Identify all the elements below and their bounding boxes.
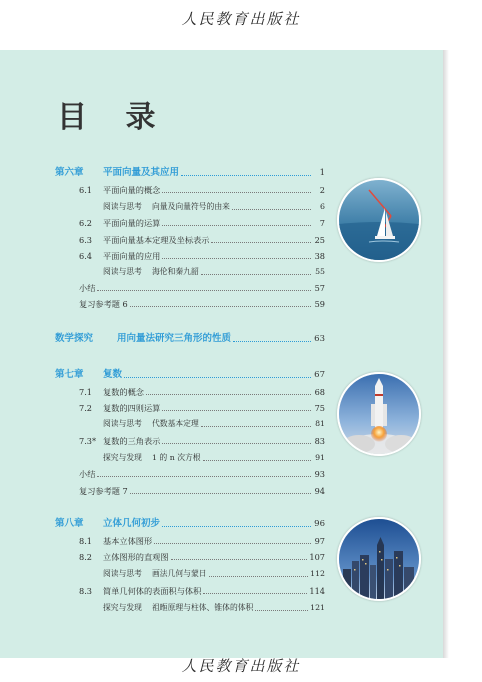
toc-section[interactable]: [79, 249, 325, 263]
toc-review[interactable]: [79, 484, 325, 498]
toc-exploration[interactable]: [103, 451, 325, 465]
toc-section[interactable]: [79, 434, 325, 448]
toc-math-exploration[interactable]: [55, 332, 325, 346]
reading-title: 祖暅原理与柱体、锥体的体积: [151, 603, 254, 612]
leader-dots: [201, 273, 311, 275]
section-number: 7.1: [79, 387, 93, 397]
toc-section[interactable]: [79, 385, 325, 399]
summary-title: 小结: [79, 283, 96, 293]
section-number: 7.2: [79, 403, 93, 413]
toc-section[interactable]: [79, 233, 325, 247]
section-title: 立体图形的直观图: [103, 552, 169, 562]
leader-dots: [146, 393, 311, 395]
page-number: 63: [314, 334, 325, 344]
page-number: 57: [314, 283, 325, 293]
page-number: 81: [315, 419, 325, 428]
section-title: 平面向量的概念: [103, 185, 161, 195]
leader-dots: [255, 609, 308, 611]
leader-dots: [154, 542, 311, 544]
leader-dots: [162, 257, 311, 259]
page-number: 107: [309, 552, 325, 562]
section-number: 7.3*: [79, 436, 97, 446]
toc-section[interactable]: [79, 183, 325, 197]
page-number: 121: [310, 603, 325, 612]
leader-dots: [97, 289, 311, 291]
reading-title: 海伦和秦九韶: [151, 267, 199, 276]
leader-dots: [124, 376, 311, 378]
leader-dots: [203, 459, 311, 461]
section-title: 复数的概念: [103, 387, 144, 397]
skyline-illustration: [339, 519, 419, 599]
leader-dots: [97, 475, 311, 477]
city-skyline-photo: [337, 517, 421, 601]
page-number: 91: [315, 453, 325, 462]
page-number: 6: [320, 202, 325, 211]
toc-reading[interactable]: [103, 200, 325, 214]
toc-reading[interactable]: [103, 265, 325, 279]
toc-chapter-8[interactable]: [55, 517, 325, 531]
review-title: 复习参考题 7: [79, 486, 128, 496]
section-title: 简单几何体的表面积与体积: [103, 586, 202, 596]
leader-dots: [130, 492, 311, 494]
reading-kind: 探究与发现: [103, 453, 142, 462]
page-number: 114: [309, 586, 325, 596]
section-title: 复数的四则运算: [103, 403, 161, 413]
section-title: 平面向量的应用: [103, 251, 161, 261]
chapter-number: 第七章: [55, 369, 84, 380]
chapter-title: 立体几何初步: [103, 518, 161, 529]
toc-summary[interactable]: [79, 467, 325, 481]
section-number: 8.2: [79, 552, 93, 562]
exploration-title: 用向量法研究三角形的性质: [117, 333, 232, 344]
page-number: 96: [314, 519, 325, 529]
chapter-title: 平面向量及其应用: [103, 167, 180, 178]
reading-title: 代数基本定理: [151, 419, 199, 428]
reading-kind: 阅读与思考: [103, 419, 142, 428]
page-number: 93: [314, 469, 325, 479]
page-number: 75: [314, 403, 325, 413]
leader-dots: [201, 425, 311, 427]
leader-dots: [171, 558, 308, 560]
rocket-launch-photo: [337, 372, 421, 456]
page-number: 25: [314, 235, 325, 245]
toc-section[interactable]: [79, 584, 325, 598]
section-title: 复数的三角表示: [103, 436, 161, 446]
section-title: 平面向量的运算: [103, 218, 161, 228]
toc-section[interactable]: [79, 534, 325, 548]
reading-kind: 探究与发现: [103, 603, 142, 612]
leader-dots: [130, 305, 311, 307]
page-number: 112: [310, 569, 325, 578]
page-number: 59: [314, 299, 325, 309]
page-number: 67: [314, 370, 325, 380]
reading-kind: 阅读与思考: [103, 267, 142, 276]
toc-chapter-6[interactable]: [55, 166, 325, 180]
sailboat-photo: [337, 178, 421, 262]
chapter-number: 第六章: [55, 167, 84, 178]
toc-chapter-7[interactable]: [55, 368, 325, 382]
leader-dots: [162, 191, 311, 193]
toc-summary[interactable]: [79, 281, 325, 295]
reading-title: 画法几何与蒙日: [151, 569, 207, 578]
toc-section[interactable]: [79, 550, 325, 564]
page-number: 83: [314, 436, 325, 446]
sailboat-illustration: [339, 180, 419, 260]
publisher-footer: 人民教育出版社: [181, 657, 301, 675]
chapter-number: 第八章: [55, 518, 84, 529]
exploration-label: 数学探究: [55, 333, 94, 344]
section-number: 6.4: [79, 251, 93, 261]
leader-dots: [232, 208, 311, 210]
leader-dots: [162, 442, 311, 444]
leader-dots: [162, 224, 311, 226]
section-number: 8.1: [79, 536, 93, 546]
reading-title: 1 的 n 次方根: [151, 453, 201, 462]
reading-kind: 阅读与思考: [103, 569, 142, 578]
page-number: 38: [314, 251, 325, 261]
leader-dots: [203, 592, 307, 594]
page-number: 55: [315, 267, 325, 276]
section-number: 6.3: [79, 235, 93, 245]
section-number: 6.1: [79, 185, 93, 195]
leader-dots: [209, 575, 309, 577]
section-number: 6.2: [79, 218, 93, 228]
reading-kind: 阅读与思考: [103, 202, 142, 211]
leader-dots: [211, 241, 311, 243]
toc-reading[interactable]: [103, 417, 325, 431]
toc-reading[interactable]: [103, 567, 325, 581]
rocket-illustration: [339, 374, 419, 454]
page-number: 94: [314, 486, 325, 496]
summary-title: 小结: [79, 469, 96, 479]
page-title: 目 录: [57, 100, 170, 135]
toc-review[interactable]: [79, 297, 325, 311]
page-number: 97: [314, 536, 325, 546]
page-number: 68: [314, 387, 325, 397]
reading-title: 向量及向量符号的由来: [151, 202, 230, 211]
publisher-header: 人民教育出版社: [181, 10, 301, 28]
page-edge-shadow: [443, 50, 449, 658]
leader-dots: [181, 174, 311, 176]
toc-section[interactable]: [79, 401, 325, 415]
page-number: 7: [319, 218, 325, 228]
toc-exploration[interactable]: [103, 601, 325, 615]
leader-dots: [233, 340, 311, 342]
section-number: 8.3: [79, 586, 93, 596]
toc-section[interactable]: [79, 216, 325, 230]
section-title: 基本立体图形: [103, 536, 153, 546]
leader-dots: [162, 409, 311, 411]
review-title: 复习参考题 6: [79, 299, 128, 309]
section-title: 平面向量基本定理及坐标表示: [103, 235, 210, 245]
leader-dots: [162, 525, 311, 527]
page-number: 2: [319, 185, 325, 195]
chapter-title: 复数: [103, 369, 123, 380]
page-number: 1: [319, 168, 325, 178]
